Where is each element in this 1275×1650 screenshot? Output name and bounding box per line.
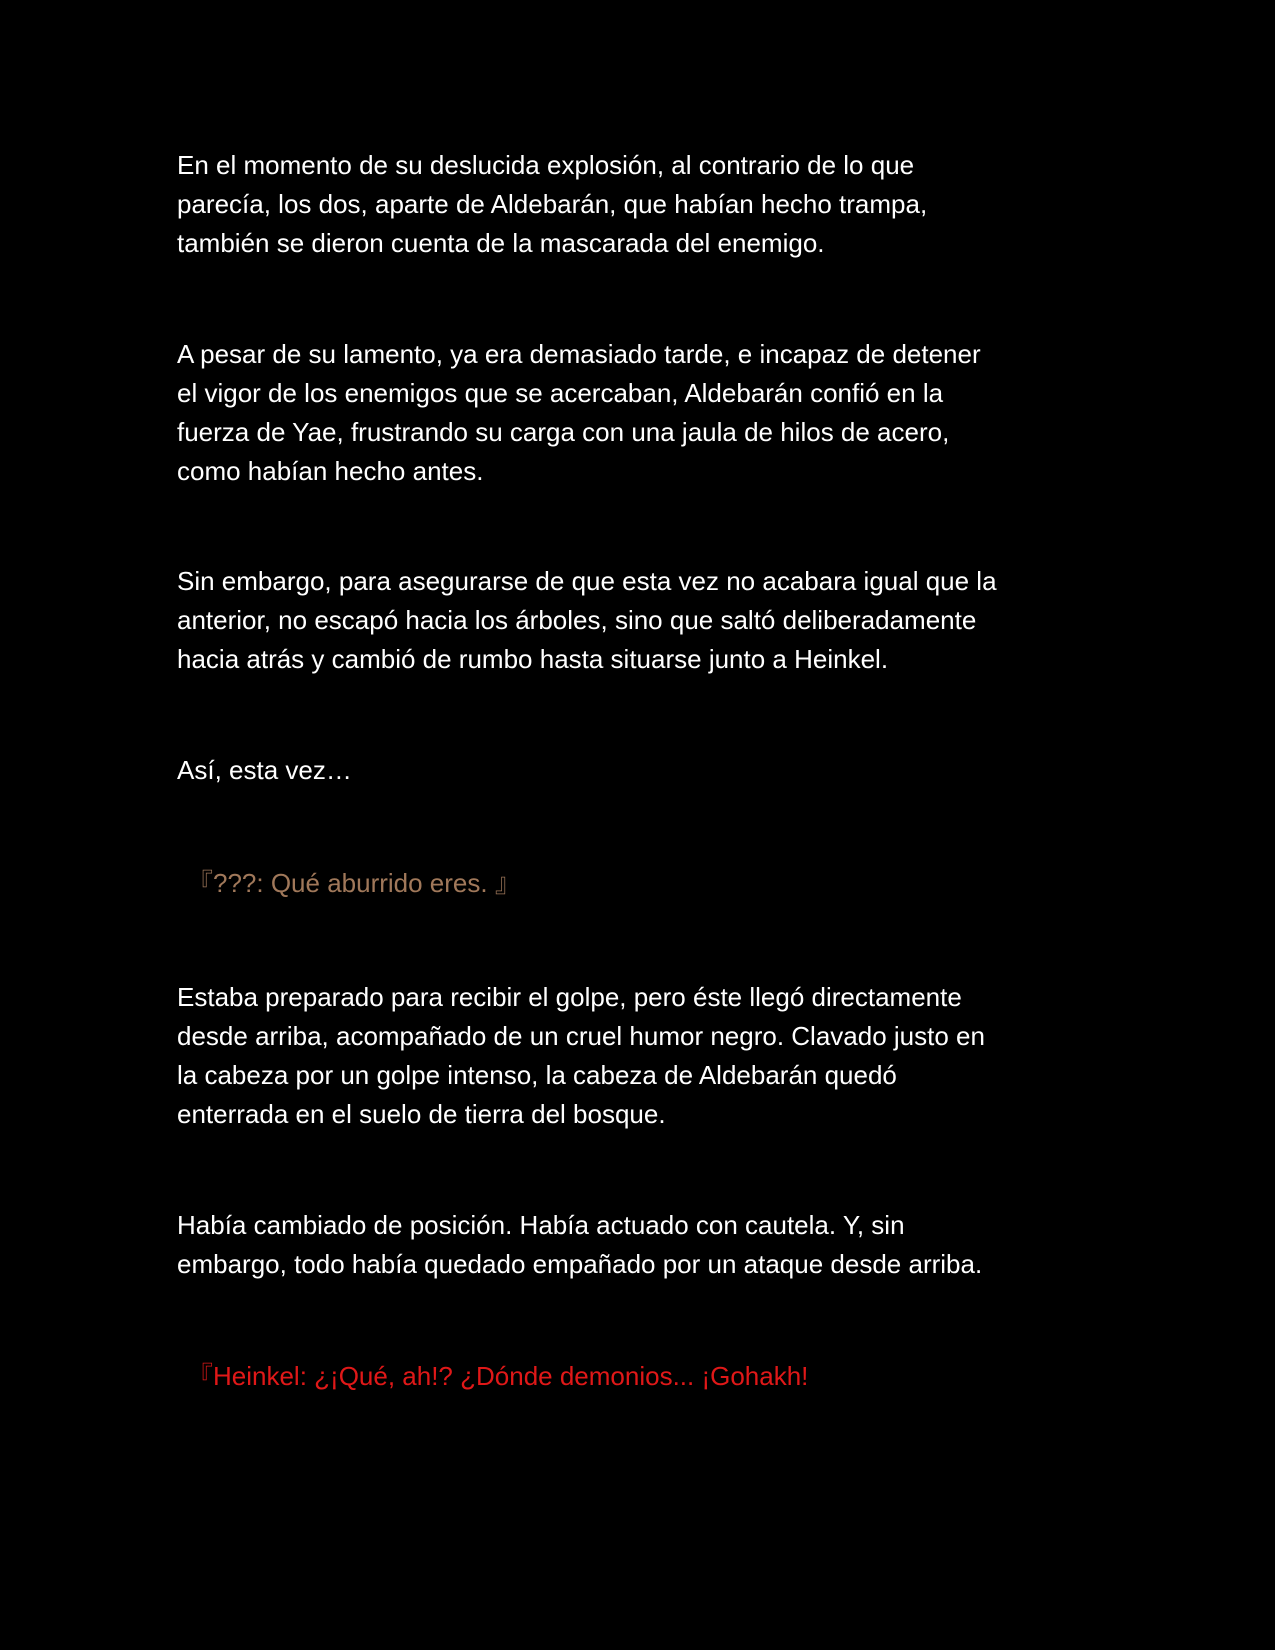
paragraph-2: A pesar de su lamento, ya era demasiado tarde, e incapaz de detener el vigor de los enemigos que se acercaban, Aldebarán confió en la fuerza de Yae, frustrando su carga con una jaula de hilos de acero, como habían hecho antes. (177, 339, 981, 486)
paragraph-3: Sin embargo, para asegurarse de que esta vez no acabara igual que la anterior, no escapó hacia los árboles, sino que saltó deliberadamente hacia atrás y cambió de rumbo hasta situarse junto a Heinkel. (177, 566, 997, 674)
dialogue-heinkel: 『Heinkel: ¿¡Qué, ah!? ¿Dónde demonios... ¡Gohakh! (187, 1361, 809, 1391)
paragraph-5: Estaba preparado para recibir el golpe, pero éste llegó directamente desde arriba, acompañado de un cruel humor negro. Clavado justo en la cabeza por un golpe intenso, la cabeza de Aldebarán quedó enterrada en el suelo de tierra del bosque. (177, 982, 985, 1129)
document-page (177, 0, 1117, 1650)
paragraph-4: Así, esta vez… (177, 755, 352, 785)
dialogue-unknown-speaker: 『???: Qué aburrido eres. 』 (187, 868, 521, 898)
paragraph-6: Había cambiado de posición. Había actuado con cautela. Y, sin embargo, todo había quedado empañado por un ataque desde arriba. (177, 1210, 983, 1279)
paragraph-1: En el momento de su deslucida explosión, al contrario de lo que parecía, los dos, aparte de Aldebarán, que habían hecho trampa, también se dieron cuenta de la mascarada del enemigo. (177, 150, 928, 258)
